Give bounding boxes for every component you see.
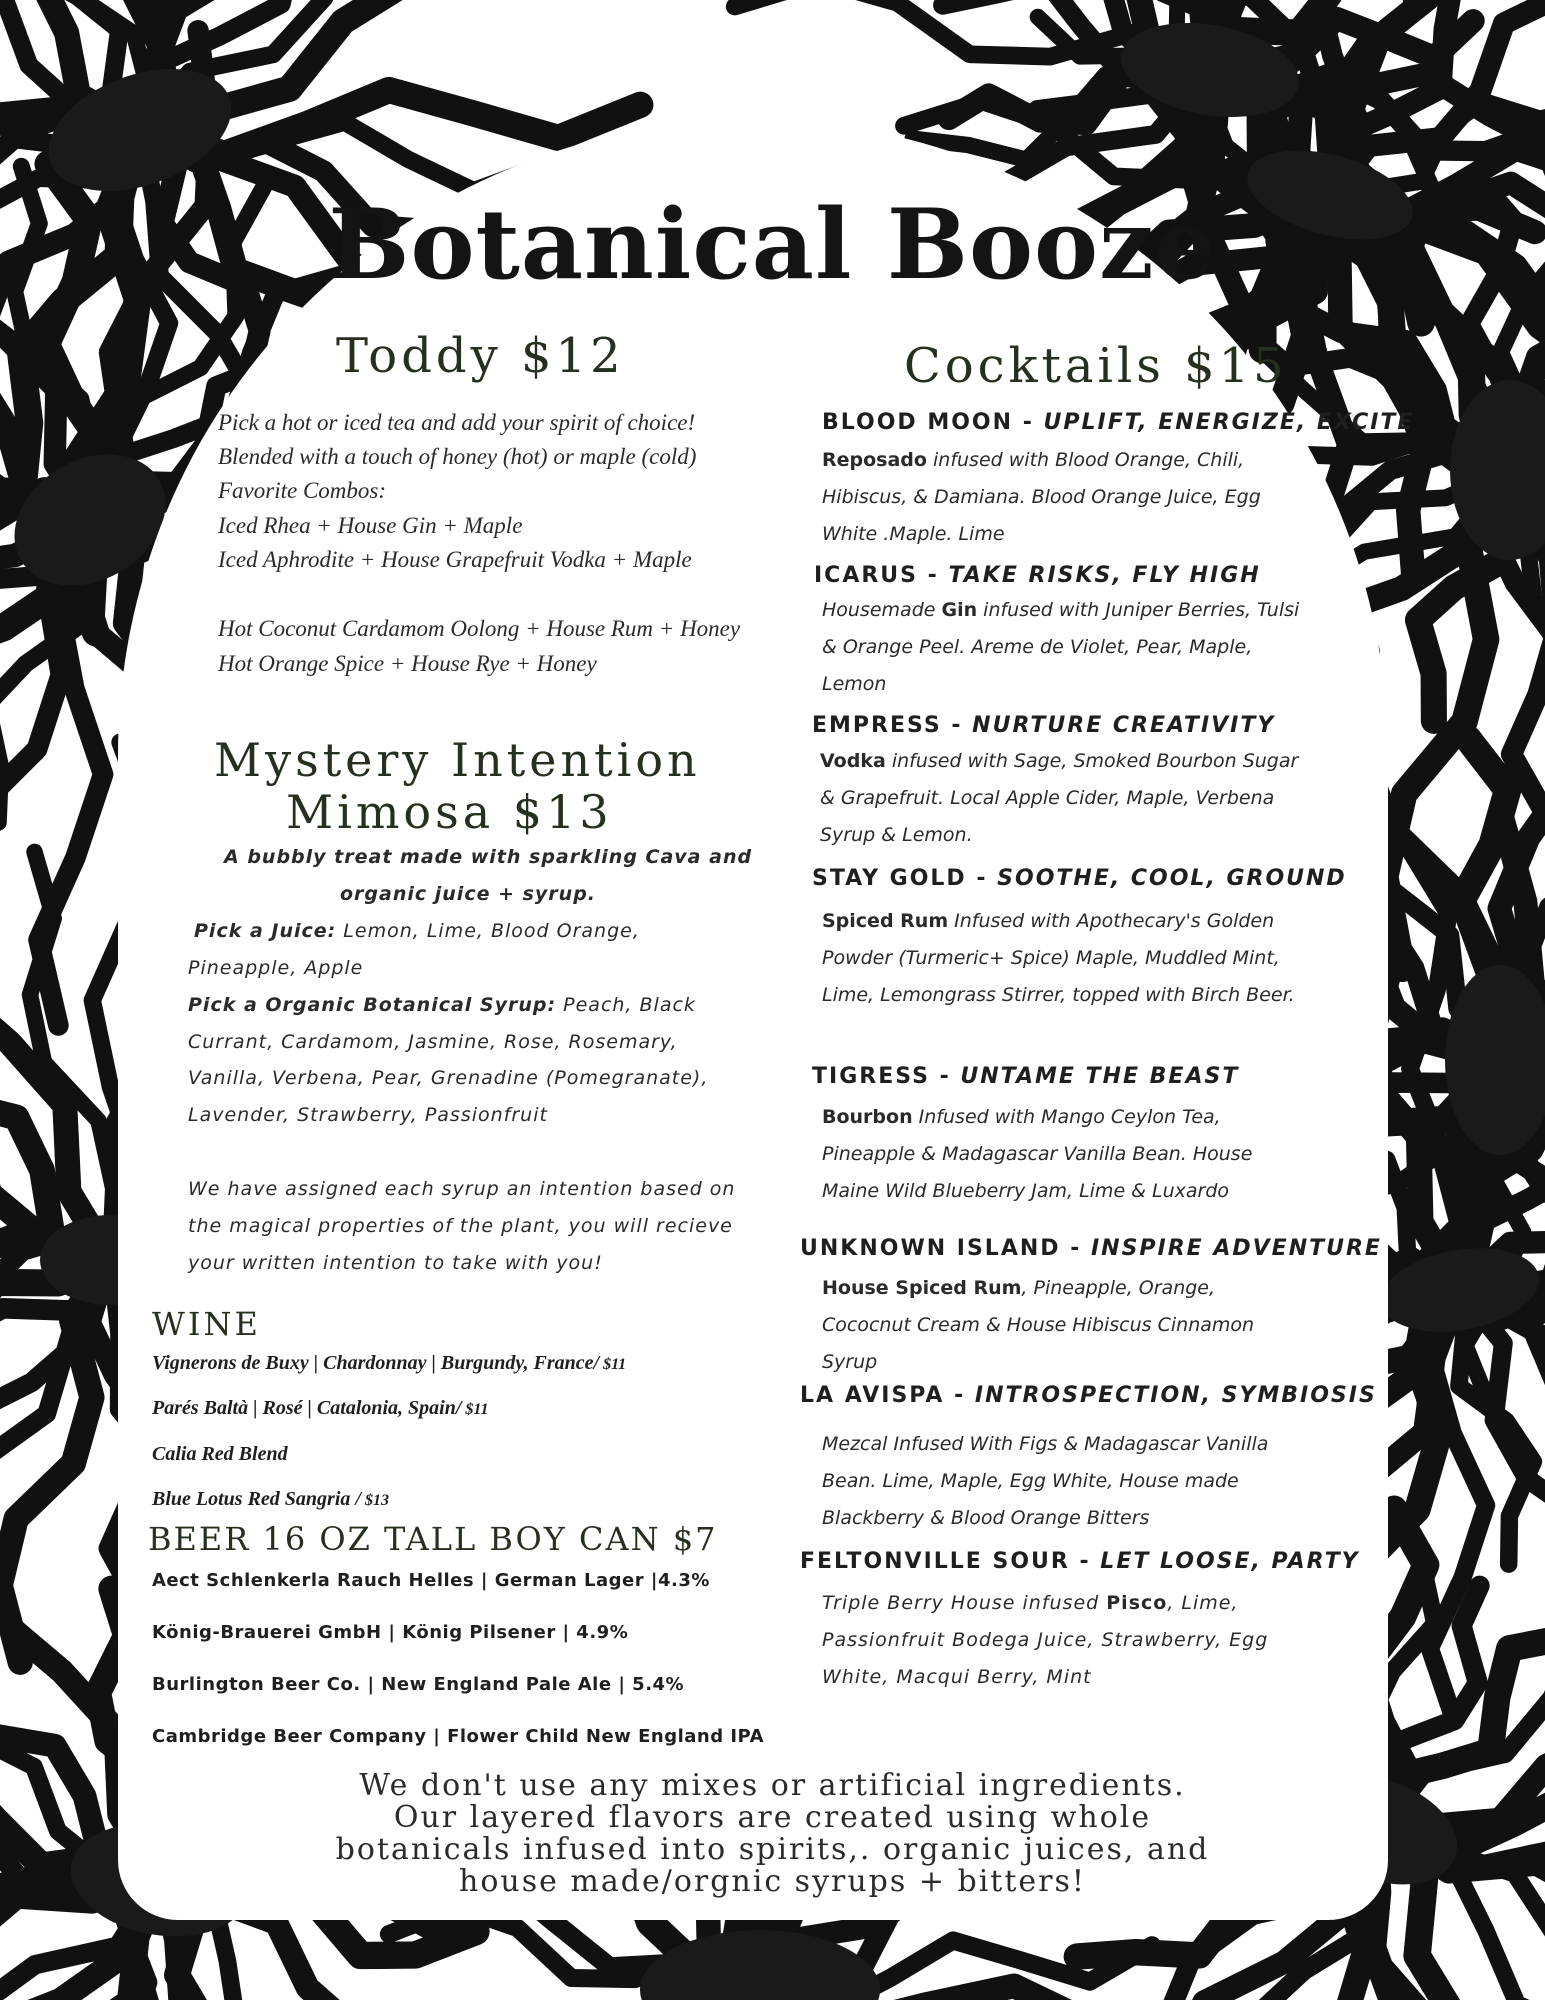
syrup-options: Pick a Organic Botanical Syrup: Peach, Black [188, 994, 696, 1016]
cocktail-name: UNKNOWN ISLAND - INSPIRE ADVENTURE [800, 1236, 1382, 1261]
mimosa-heading: Mystery Intention [214, 733, 701, 787]
menu-title: Botanical Booze [328, 188, 1217, 301]
cocktail-name: FELTONVILLE SOUR - LET LOOSE, PARTY [800, 1549, 1360, 1574]
cocktail-description: Housemade Gin infused with Juniper Berries, Tulsi & Orange Peel. Areme de Violet, Pear, Maple, Lemon [822, 599, 1300, 695]
toddy-line: Hot Orange Spice + House Rye + Honey [218, 651, 597, 676]
beer-item: Aect Schlenkerla Rauch Helles | German Lager |4.3% [152, 1570, 710, 1591]
cocktail-name: EMPRESS - NURTURE CREATIVITY [812, 713, 1276, 738]
mimosa-description: organic juice + syrup. [340, 883, 597, 905]
cocktail-name: TIGRESS - UNTAME THE BEAST [812, 1064, 1240, 1089]
wine-item: Calia Red Blend [152, 1443, 288, 1465]
cocktail-name: BLOOD MOON - UPLIFT, ENERGIZE, EXCITE [822, 410, 1415, 435]
intention-note: your written intention to take with you! [188, 1252, 603, 1274]
beer-heading: BEER 16 OZ TALL BOY CAN $7 [148, 1520, 718, 1558]
syrup-label: Pick a Organic Botanical Syrup: [188, 994, 557, 1016]
cocktail-description: Triple Berry House infused Pisco, Lime, Passionfruit Bodega Juice, Strawberry, Egg White, Macqui Berry, Mint [822, 1592, 1269, 1688]
cocktail-name: ICARUS - TAKE RISKS, FLY HIGH [814, 563, 1261, 588]
cocktails-heading: Cocktails $15 [904, 338, 1288, 394]
toddy-line: Hot Coconut Cardamom Oolong + House Rum + Honey [218, 616, 741, 641]
cocktail-description: Reposado infused with Blood Orange, Chili, Hibiscus, & Damiana. Blood Orange Juice, Egg White .Maple. Lime [822, 449, 1261, 545]
toddy-line: Blended with a touch of honey (hot) or maple (cold) [218, 444, 697, 469]
beer-item: Burlington Beer Co. | New England Pale Ale | 5.4% [152, 1674, 685, 1695]
wine-heading: WINE [152, 1305, 261, 1343]
syrup-options: Vanilla, Verbena, Pear, Grenadine (Pomegranate), [188, 1067, 709, 1089]
wine-item: Blue Lotus Red Sangria / $13 [152, 1488, 389, 1510]
wine-item: Vignerons de Buxy | Chardonnay | Burgundy, France/ $11 [152, 1352, 627, 1374]
cocktail-name: LA AVISPA - INTROSPECTION, SYMBIOSIS [800, 1383, 1377, 1408]
cocktail-description: Vodka infused with Sage, Smoked Bourbon Sugar & Grapefruit. Local Apple Cider, Maple, Verbena Syrup & Lemon. [820, 750, 1299, 846]
toddy-line: Pick a hot or iced tea and add your spirit of choice! [218, 410, 696, 435]
toddy-heading: Toddy $12 [336, 328, 625, 384]
cocktail-description: Bourbon Infused with Mango Ceylon Tea, Pineapple & Madagascar Vanilla Bean. House Maine Wild Blueberry Jam, Lime & Luxardo [822, 1106, 1253, 1202]
mimosa-description: A bubbly treat made with sparkling Cava and [224, 846, 753, 868]
cocktail-name: STAY GOLD - SOOTHE, COOL, GROUND [812, 866, 1347, 891]
syrup-options: Currant, Cardamom, Jasmine, Rose, Rosemary, [188, 1031, 678, 1053]
juice-label: Pick a Juice: [194, 920, 337, 942]
juice-options: Pineapple, Apple [188, 957, 364, 979]
wine-item: Parés Baltà | Rosé | Catalonia, Spain/ $11 [152, 1397, 489, 1419]
intention-note: the magical properties of the plant, you will recieve [188, 1215, 733, 1237]
toddy-line: Favorite Combos: [218, 478, 387, 503]
intention-note: We have assigned each syrup an intention based on [188, 1178, 736, 1200]
beer-item: König-Brauerei GmbH | König Pilsener | 4.9% [152, 1622, 629, 1643]
toddy-line: Iced Rhea + House Gin + Maple [218, 513, 523, 538]
syrup-options: Lavender, Strawberry, Passionfruit [188, 1104, 548, 1126]
cocktail-description: House Spiced Rum, Pineapple, Orange, Cococnut Cream & House Hibiscus Cinnamon Syrup [822, 1277, 1255, 1373]
beer-item: Cambridge Beer Company | Flower Child New England IPA [152, 1726, 765, 1747]
ingredients-note: We don't use any mixes or artificial ingredients. Our layered flavors are created using whole botanicals infused into spirits,. organic juices, and house made/orgnic syrups + bitters! [335, 1768, 1210, 1899]
juice-options: Pick a Juice: Lemon, Lime, Blood Orange, [194, 920, 640, 942]
mimosa-heading-price: Mimosa $13 [286, 785, 613, 839]
cocktail-description: Spiced Rum Infused with Apothecary's Golden Powder (Turmeric+ Spice) Maple, Muddled Mint, Lime, Lemongrass Stirrer, topped with Birch Beer. [822, 910, 1295, 1006]
toddy-line: Iced Aphrodite + House Grapefruit Vodka + Maple [218, 547, 692, 572]
cocktail-description: Mezcal Infused With Figs & Madagascar Vanilla Bean. Lime, Maple, Egg White, House made Blackberry & Blood Orange Bitters [822, 1433, 1269, 1529]
